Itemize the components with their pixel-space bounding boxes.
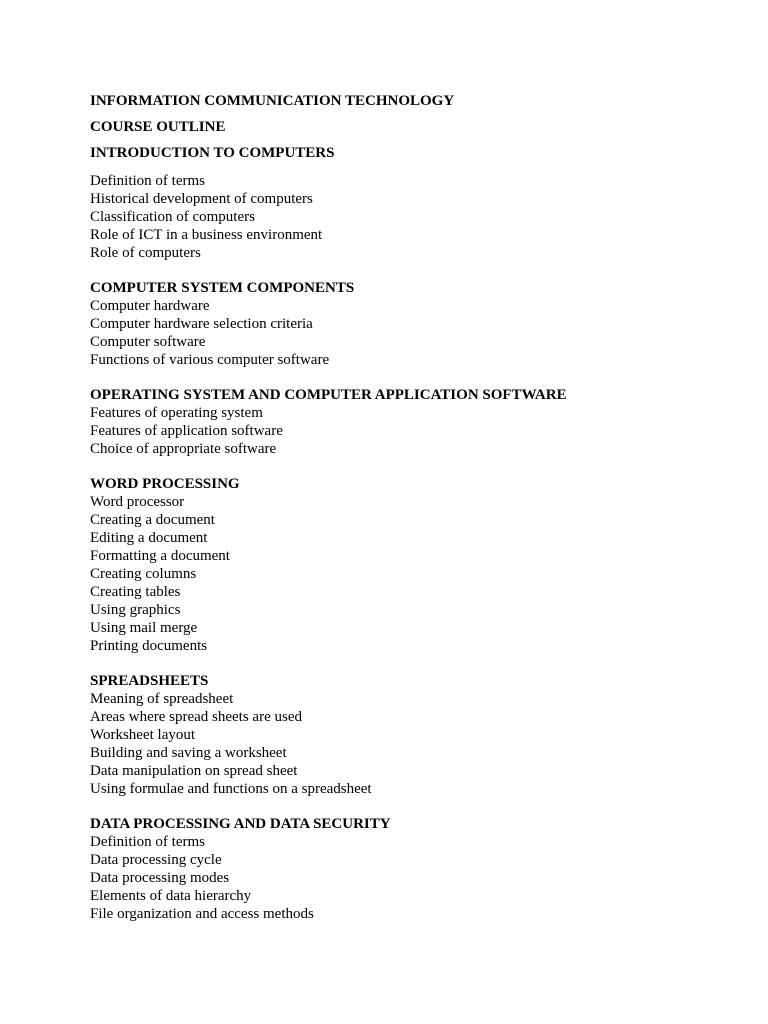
list-item: Functions of various computer software: [90, 352, 330, 368]
list-item: Computer hardware selection criteria: [90, 316, 313, 332]
list-item: Creating columns: [90, 566, 197, 582]
list-item: Classification of computers: [90, 209, 255, 225]
list-item: Features of application software: [90, 423, 283, 439]
list-item: File organization and access methods: [90, 906, 314, 922]
list-item: Historical development of computers: [90, 191, 313, 207]
section-item-list: [90, 172, 730, 262]
section-word-processing: [90, 475, 730, 655]
list-item: Elements of data hierarchy: [90, 888, 252, 904]
list-item: Features of operating system: [90, 405, 263, 421]
list-item: Building and saving a worksheet: [90, 745, 287, 761]
section-spreadsheets: [90, 672, 730, 798]
list-item: Using graphics: [90, 602, 181, 618]
section-heading: COMPUTER SYSTEM COMPONENTS: [90, 280, 355, 296]
list-item: Word processor: [90, 494, 185, 510]
section-heading: WORD PROCESSING: [90, 476, 240, 492]
list-item: Definition of terms: [90, 834, 205, 850]
list-item: Using mail merge: [90, 620, 198, 636]
list-item: Worksheet layout: [90, 727, 196, 743]
list-item: Role of computers: [90, 245, 201, 261]
document-subtitle: COURSE OUTLINE: [90, 119, 226, 135]
list-item: Creating tables: [90, 584, 181, 600]
list-item: Data processing modes: [90, 870, 230, 886]
section-computer-system-components: [90, 279, 730, 369]
list-item: Role of ICT in a business environment: [90, 227, 323, 243]
section-heading: DATA PROCESSING AND DATA SECURITY: [90, 816, 391, 832]
list-item: Printing documents: [90, 638, 208, 654]
section-heading: INTRODUCTION TO COMPUTERS: [90, 145, 335, 161]
document-title: INFORMATION COMMUNICATION TECHNOLOGY: [90, 93, 455, 109]
list-item: Formatting a document: [90, 548, 230, 564]
document-page: [90, 92, 730, 940]
section-heading: OPERATING SYSTEM AND COMPUTER APPLICATION SOFTWARE: [90, 387, 567, 403]
section-operating-system: [90, 386, 730, 458]
list-item: Computer software: [90, 334, 206, 350]
list-item: Data manipulation on spread sheet: [90, 763, 298, 779]
list-item: Creating a document: [90, 512, 215, 528]
list-item: Choice of appropriate software: [90, 441, 277, 457]
section-data-processing: [90, 815, 730, 923]
section-introduction-to-computers: [90, 144, 730, 262]
list-item: Meaning of spreadsheet: [90, 691, 234, 707]
list-item: Using formulae and functions on a spreadsheet: [90, 781, 372, 797]
list-item: Areas where spread sheets are used: [90, 709, 302, 725]
list-item: Editing a document: [90, 530, 208, 546]
section-heading: SPREADSHEETS: [90, 673, 209, 689]
list-item: Computer hardware: [90, 298, 210, 314]
list-item: Definition of terms: [90, 173, 205, 189]
list-item: Data processing cycle: [90, 852, 222, 868]
